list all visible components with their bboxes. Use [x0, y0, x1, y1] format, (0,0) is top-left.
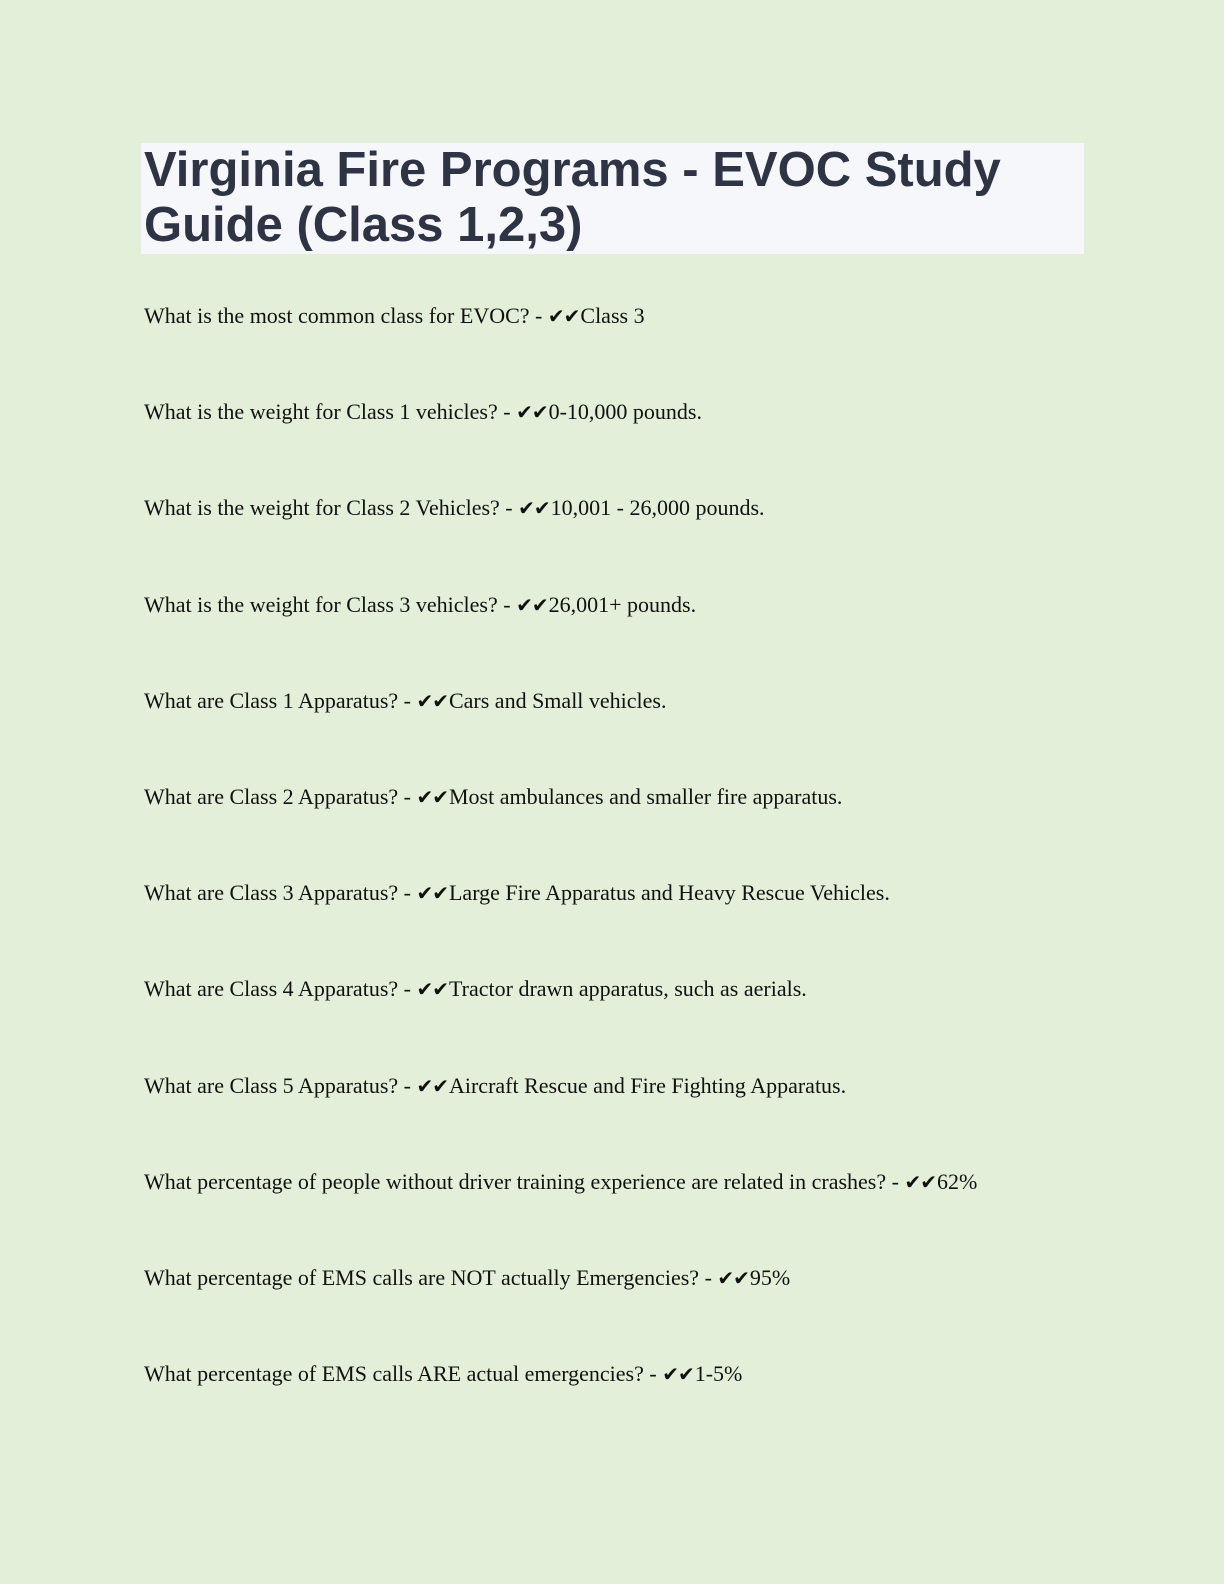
qa-item	[144, 300, 1144, 396]
double-check-icon: ✔✔	[904, 1169, 936, 1194]
question-text: What percentage of EMS calls ARE actual emergencies?	[144, 1361, 644, 1387]
answer-text: Tractor drawn apparatus, such as aerials.	[448, 976, 807, 1002]
separator: -	[529, 303, 548, 328]
answer-text: Cars and Small vehicles.	[448, 687, 667, 713]
double-check-icon: ✔✔	[416, 881, 448, 906]
double-check-icon: ✔✔	[416, 977, 448, 1002]
answer-text: 95%	[749, 1264, 791, 1290]
qa-item	[144, 877, 1144, 973]
answer-text: Aircraft Rescue and Fire Fighting Apparatus.	[448, 1072, 847, 1098]
title-banner	[141, 143, 1084, 254]
qa-item	[144, 781, 1144, 877]
page-title: Virginia Fire Programs - EVOC Study Guide (Class 1,2,3)	[144, 143, 1001, 252]
double-check-icon: ✔✔	[416, 784, 448, 809]
qa-item	[144, 1070, 1144, 1166]
separator: -	[643, 1361, 663, 1387]
separator: -	[699, 1264, 718, 1290]
separator: -	[398, 1072, 417, 1098]
question-text: What percentage of people without driver training experience are related in crashes?	[144, 1168, 887, 1194]
qa-item	[144, 492, 1144, 588]
qa-list	[144, 300, 1144, 1454]
qa-item	[144, 396, 1144, 492]
double-check-icon: ✔✔	[518, 496, 550, 521]
double-check-icon: ✔✔	[516, 400, 548, 425]
double-check-icon: ✔✔	[516, 592, 548, 617]
answer-text: Large Fire Apparatus and Heavy Rescue Vehicles.	[448, 880, 890, 906]
qa-item	[144, 1166, 1144, 1262]
qa-item	[144, 589, 1144, 685]
question-text: What is the weight for Class 2 Vehicles?	[144, 495, 500, 521]
separator: -	[398, 880, 417, 906]
separator: -	[497, 591, 517, 617]
answer-text: 0-10,000 pounds.	[548, 399, 702, 425]
question-text: What are Class 1 Apparatus?	[144, 687, 399, 713]
answer-text: 62%	[936, 1168, 978, 1194]
question-text: What is the most common class for EVOC?	[144, 303, 530, 328]
question-text: What are Class 2 Apparatus?	[144, 783, 399, 809]
answer-text: 10,001 - 26,000 pounds.	[550, 495, 765, 521]
answer-text: 1-5%	[694, 1361, 743, 1387]
qa-item	[144, 685, 1144, 781]
double-check-icon: ✔✔	[662, 1362, 694, 1387]
double-check-icon: ✔✔	[717, 1265, 749, 1290]
answer-text: 26,001+ pounds.	[548, 591, 697, 617]
separator: -	[886, 1168, 905, 1194]
answer-text: Class 3	[580, 303, 645, 328]
qa-item	[144, 1358, 1144, 1454]
separator: -	[398, 687, 417, 713]
question-text: What are Class 3 Apparatus?	[144, 880, 399, 906]
double-check-icon: ✔✔	[416, 688, 448, 713]
double-check-icon: ✔✔	[416, 1073, 448, 1098]
separator: -	[398, 976, 417, 1002]
answer-text: Most ambulances and smaller fire apparatus.	[448, 783, 843, 809]
separator: -	[398, 783, 417, 809]
question-text: What is the weight for Class 1 vehicles?	[144, 399, 498, 425]
question-text: What percentage of EMS calls are NOT actually Emergencies?	[144, 1264, 700, 1290]
qa-item	[144, 1262, 1144, 1358]
double-check-icon: ✔✔	[547, 304, 580, 328]
separator: -	[499, 495, 519, 521]
qa-item	[144, 973, 1144, 1069]
question-text: What are Class 4 Apparatus?	[144, 976, 399, 1002]
question-text: What is the weight for Class 3 vehicles?	[144, 591, 498, 617]
separator: -	[497, 399, 517, 425]
question-text: What are Class 5 Apparatus?	[144, 1072, 399, 1098]
